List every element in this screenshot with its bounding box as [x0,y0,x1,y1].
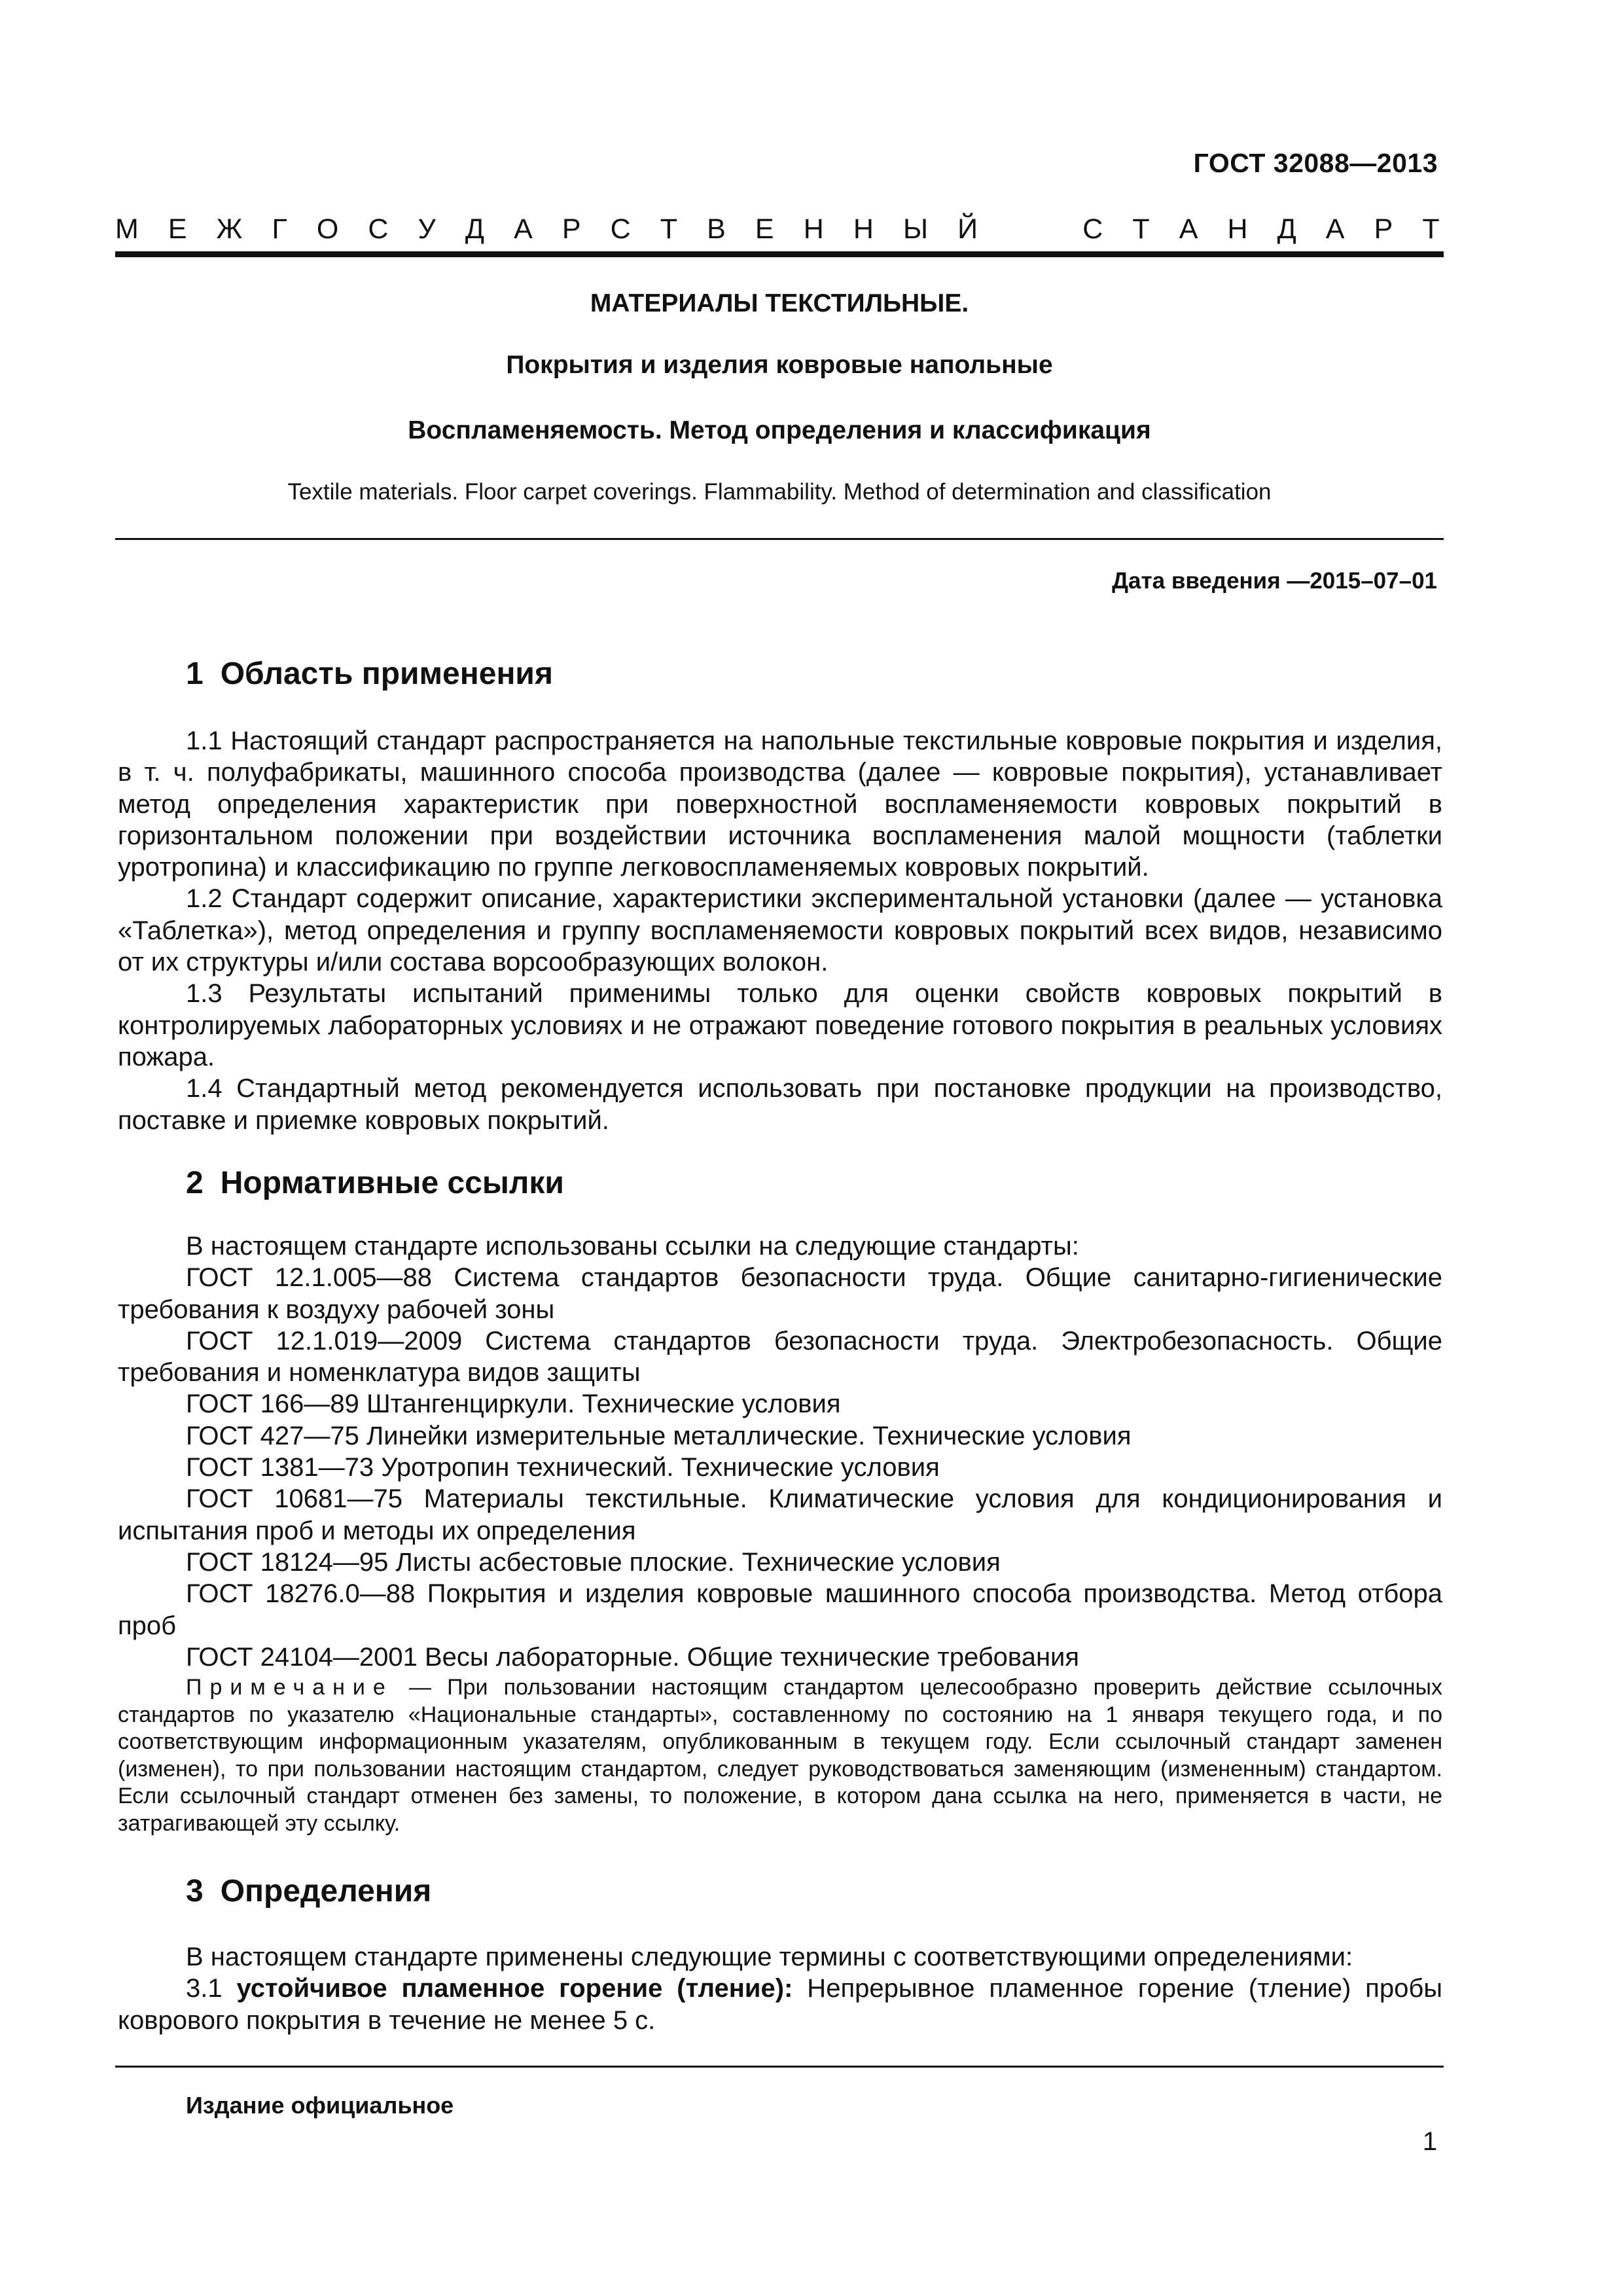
title-english: Textile materials. Floor carpet coverings. Flammability. Method of determination and classification [287,479,1272,505]
references-note [118,1674,1442,1837]
section-2-body [118,1230,1442,1673]
section-3-body [118,1941,1442,2036]
banner-letter: У [418,213,436,245]
banner-letter: М [115,213,139,245]
term-definition [118,1973,1442,2036]
banner-letter: Й [957,213,978,245]
banner-letter: Д [465,213,485,245]
paragraph: В настоящем стандарте использованы ссылки на следующие стандарты: [186,1232,1079,1261]
section-number: 3 [186,1874,204,1909]
banner-letter: Г [272,213,287,245]
banner-letter: Е [755,213,774,245]
section-title: Нормативные ссылки [220,1166,564,1200]
note-text: — При пользовании настоящим стандартом целесообразно проверить действие ссылочных стандартов по указателю «Национальные стандарты», составленному по состоянию на 1 января текущего года, и по соответствующим информационным указателям, опубликованным в текущем году. Если ссылочный стандарт заменен (изменен), то при пользовании настоящим стандартом, следует руководствоваться заменяющим (измененным) стандартом. Если ссылочный стандарт отменен без замены, то положение, в котором дана ссылка на него, применяется в части, не затрагивающей эту ссылку. [118,1675,1442,1836]
paragraph: 1.1 Настоящий стандарт распространяется на напольные текстильные ковровые покрытия и изделия, в т. ч. полуфабрикаты, машинного способа производства (далее — ковровые покрытия), устанавливает метод определения характеристик при поверхностной воспламеняемости ковровых покрытий в горизонтальном положении при воздействии источника воспламенения малой мощности (таблетки уротропина) и классификацию по группе легковоспламеняемых ковровых покрытий. [118,726,1442,882]
header-rule-thick [115,251,1444,257]
section-1-heading [186,656,553,692]
banner-letter: Ы [902,213,929,245]
title-line-2: Покрытия и изделия ковровые напольные [506,351,1053,379]
paragraph: В настоящем стандарте применены следующие термины с соответствующими определениями: [186,1943,1353,1971]
section-number: 2 [186,1166,204,1200]
official-edition-label: Издание официальное [186,2092,454,2119]
section-title: Область применения [220,656,553,691]
banner-letter: Р [1374,213,1393,245]
banner-letter: Т [1132,213,1150,245]
banner-letter: Н [853,213,874,245]
footer-rule [115,2066,1444,2068]
reference-item: ГОСТ 12.1.005—88 Система стандартов безопасности труда. Общие санитарно-гигиенические требования к воздуху рабочей зоны [118,1263,1442,1324]
banner-letter: Н [803,213,824,245]
standard-code: ГОСТ 32088—2013 [1193,148,1438,178]
reference-item: ГОСТ 1381—73 Уротропин технический. Технические условия [186,1453,940,1482]
banner-letter: Е [168,213,187,245]
page-number: 1 [1422,2127,1437,2156]
section-2-heading [186,1165,564,1201]
banner-letter: В [707,213,726,245]
banner-letter: С [1082,213,1103,245]
banner-letter: С [368,213,389,245]
banner-letter: Р [562,213,581,245]
reference-item: ГОСТ 24104—2001 Весы лабораторные. Общие технические требования [186,1642,1080,1672]
introduction-date: Дата введения —2015–07–01 [1112,568,1437,594]
section-3-heading [186,1873,431,1909]
title-rule [115,538,1444,540]
reference-item: ГОСТ 427—75 Линейки измерительные металлические. Технические условия [186,1421,1132,1450]
banner-letter: Т [660,213,678,245]
title-line-1: МАТЕРИАЛЫ ТЕКСТИЛЬНЫЕ. [590,289,969,317]
banner-letter: А [1325,213,1345,245]
reference-item: ГОСТ 12.1.019—2009 Система стандартов безопасности труда. Электробезопасность. Общие требования и номенклатура видов защиты [118,1326,1442,1388]
title-line-3: Воспламеняемость. Метод определения и классификация [408,416,1151,444]
term: устойчивое пламенное горение (тление): [236,1974,793,2003]
section-title: Определения [220,1874,432,1909]
interstate-standard-banner [115,213,1440,245]
banner-letter: Н [1227,213,1248,245]
note-label: Примечание [186,1675,393,1700]
banner-letter: С [610,213,631,245]
banner-letter: Ж [216,213,243,245]
reference-item: ГОСТ 18124—95 Листы асбестовые плоские. Технические условия [186,1547,1001,1577]
reference-item: ГОСТ 10681—75 Материалы текстильные. Климатические условия для кондиционирования и испытания проб и методы их определения [118,1484,1442,1545]
banner-letter: А [514,213,533,245]
paragraph: 1.3 Результаты испытаний применимы только для оценки свойств ковровых покрытий в контролируемых лабораторных условиях и не отражают поведение готового покрытия в реальных условиях пожара. [118,979,1442,1071]
paragraph: 1.2 Стандарт содержит описание, характеристики экспериментальной установки (далее — установка «Таблетка»), метод определения и группу воспламеняемости ковровых покрытий всех видов, независимо от их структуры и/или состава ворсообразующих волокон. [118,884,1442,977]
reference-item: ГОСТ 166—89 Штангенциркули. Технические условия [186,1390,841,1419]
banner-letter: О [316,213,339,245]
banner-letter: Т [1422,213,1440,245]
section-1-body [118,725,1442,1136]
banner-letter: Д [1277,213,1296,245]
banner-letter: А [1179,213,1198,245]
reference-item: ГОСТ 18276.0—88 Покрытия и изделия ковровые машинного способа производства. Метод отбора проб [118,1579,1442,1640]
definition: Непрерывное пламенное горение (тление) пробы коврового покрытия в течение не менее 5 с. [118,1974,1442,2035]
paragraph: 1.4 Стандартный метод рекомендуется использовать при постановке продукции на производство, поставке и приемке ковровых покрытий. [118,1074,1442,1135]
term-number: 3.1 [186,1974,223,2003]
section-number: 1 [186,656,204,691]
